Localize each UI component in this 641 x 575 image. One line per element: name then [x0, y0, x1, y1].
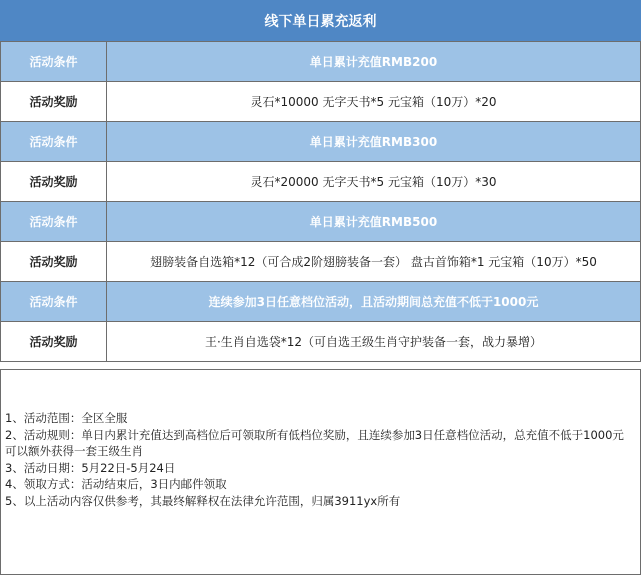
- table-row: [1, 322, 641, 362]
- row-label: 活动条件: [1, 282, 107, 322]
- note-item: 1、活动范围：全区全服: [5, 411, 128, 425]
- row-value: 单日累计充值RMB300: [107, 122, 641, 162]
- row-value: 单日累计充值RMB200: [107, 42, 641, 82]
- table-row: [1, 82, 641, 122]
- notes-box: [0, 369, 641, 575]
- row-value: 翅膀装备自选箱*12（可合成2阶翅膀装备一套） 盘古首饰箱*1 元宝箱（10万）*50: [107, 242, 641, 282]
- row-label: 活动条件: [1, 42, 107, 82]
- reward-table: [0, 41, 641, 362]
- table-row: [1, 42, 641, 82]
- row-label: 活动奖励: [1, 162, 107, 202]
- row-label: 活动条件: [1, 122, 107, 162]
- note-item: 3、活动日期：5月22日-5月24日: [5, 460, 176, 475]
- table-row: [1, 242, 641, 282]
- row-value: 灵石*10000 无字天书*5 元宝箱（10万）*20: [107, 82, 641, 122]
- table-row: [1, 162, 641, 202]
- row-value: 王·生肖自选袋*12（可自选王级生肖守护装备一套，战力暴增）: [107, 322, 641, 362]
- row-value: 单日累计充值RMB500: [107, 202, 641, 242]
- notes-list: [5, 410, 635, 509]
- table-row: [1, 202, 641, 242]
- note-item: 2、活动规则：单日内累计充值达到高档位后可领取所有低档位奖励，且连续参加3日任意档位活动，总充值不低于1000元可以额外获得一套王级生肖: [5, 427, 624, 458]
- table-row: [1, 282, 641, 322]
- row-value: 连续参加3日任意档位活动，且活动期间总充值不低于1000元: [107, 282, 641, 322]
- row-label: 活动奖励: [1, 322, 107, 362]
- row-label: 活动条件: [1, 202, 107, 242]
- page-title: 线下单日累充返利: [0, 0, 641, 41]
- note-item: 5、以上活动内容仅供参考，其最终解释权在法律允许范围，归属3911yx所有: [5, 493, 401, 508]
- row-label: 活动奖励: [1, 242, 107, 282]
- row-value: 灵石*20000 无字天书*5 元宝箱（10万）*30: [107, 162, 641, 202]
- row-label: 活动奖励: [1, 82, 107, 122]
- table-row: [1, 122, 641, 162]
- note-item: 4、领取方式：活动结束后，3日内邮件领取: [5, 477, 227, 491]
